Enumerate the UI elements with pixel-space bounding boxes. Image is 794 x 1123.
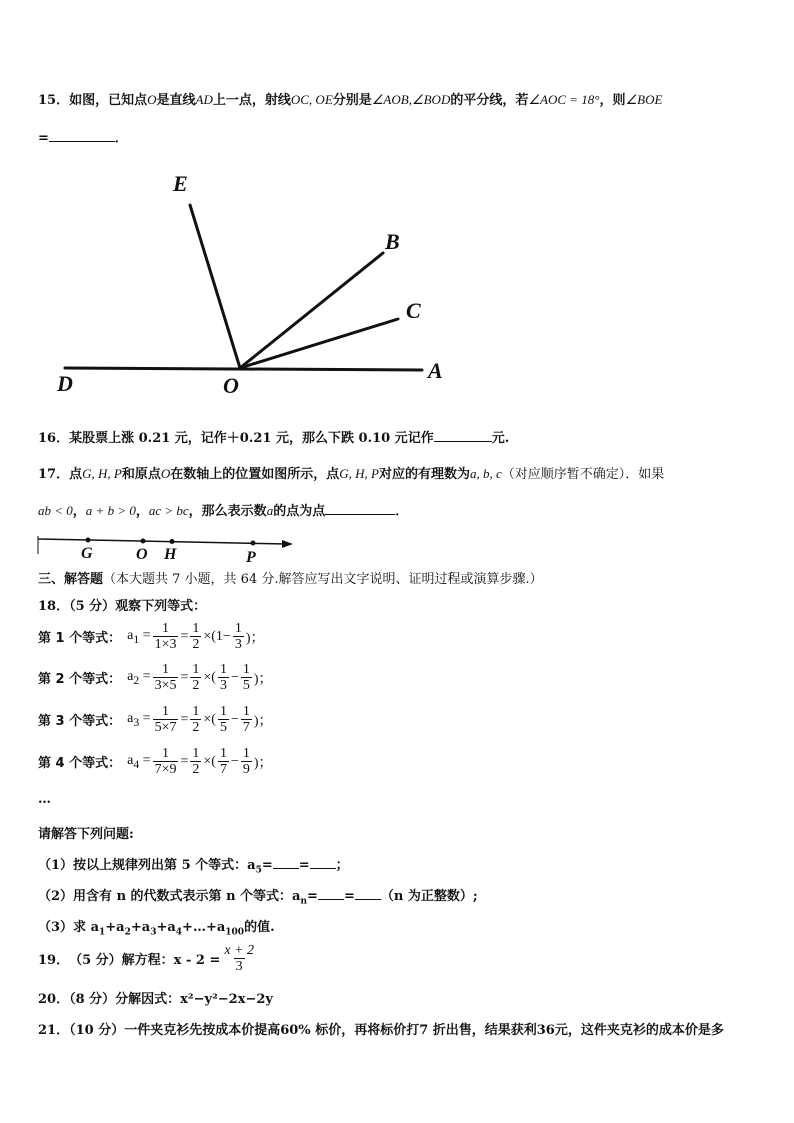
q17-text: 的点为点 <box>273 504 326 519</box>
q17-text: 点 <box>69 467 83 482</box>
part-sub: 100 <box>225 927 245 938</box>
q15-text: 如图，已知点 <box>69 93 148 108</box>
denominator: 2 <box>192 678 200 693</box>
fraction <box>153 704 179 735</box>
q16-answer-blank[interactable] <box>434 429 492 442</box>
q18-part-2 <box>38 885 478 907</box>
q16 <box>38 427 509 446</box>
q15-text: 的平分线，若 <box>450 93 529 108</box>
part-text: （2）用含有 n 的代数式表示第 n 个等式：a <box>38 889 301 904</box>
axis-line <box>38 539 287 544</box>
q17-sep: ， <box>135 504 149 519</box>
minus-sign: − <box>230 711 239 727</box>
q15-text: 上一点，射线 <box>212 93 291 108</box>
denominator: 7 <box>242 720 250 735</box>
numerator: 1 <box>219 662 227 677</box>
lhs-var: a <box>127 627 134 643</box>
q17-line2 <box>38 500 408 519</box>
axis-label-h: H <box>164 546 177 563</box>
equation-label: 第 3 个等式： <box>38 714 122 729</box>
part-text: （1）按以上规律列出第 5 个等式：a <box>38 858 256 873</box>
q20 <box>38 988 273 1007</box>
equation-inner: ×(1− <box>203 628 231 644</box>
section-3-heading <box>38 568 543 587</box>
equation-inner: ×( <box>203 669 216 685</box>
q20-points: （8 分） <box>69 992 116 1007</box>
equation-label: 第 2 个等式： <box>38 672 122 687</box>
q18-equation-3: 第 3 个等式： $a_3$ = $\frac{1}{5\times 7}$ = $\frac{1}{2}$ ×( $\frac{1}{5}$ − $\frac{1}{7}$ )； <box>38 704 273 735</box>
fraction <box>190 704 201 735</box>
minus-sign: − <box>230 669 239 685</box>
q15-text: ，则 <box>599 93 626 108</box>
q21-text: 一件夹克衫先按成本价提高60% 标价，再将标价打7 折出售，结果获利36元，这件夹克衫的成本价是多 <box>124 1023 724 1038</box>
fraction <box>241 704 252 735</box>
q17-text: 对应的有理数为 <box>378 467 470 482</box>
q17-answer-blank[interactable] <box>325 502 395 515</box>
q19-text: 解方程：x - 2 = <box>121 953 221 968</box>
denominator: 2 <box>192 720 200 735</box>
equation-lhs: $a_2$ = <box>127 668 151 687</box>
q17-text: （对应顺序暂不确定）．如果 <box>501 467 665 482</box>
part-eq: = <box>261 858 273 873</box>
point-p <box>251 541 256 546</box>
q15-ask: ∠BOE <box>625 92 663 107</box>
q17-line1 <box>38 463 664 482</box>
fraction <box>190 746 201 777</box>
q18-p1-blank-1[interactable] <box>273 856 299 869</box>
q17-number: 17． <box>38 467 70 482</box>
q17-end: ． <box>395 504 409 519</box>
q16-number: 16． <box>38 431 70 446</box>
fraction <box>218 704 229 735</box>
part-sub: 3 <box>150 927 157 938</box>
q21 <box>38 1019 724 1038</box>
denominator: 3×5 <box>154 678 177 693</box>
fraction <box>190 621 201 652</box>
label-d: D <box>57 371 73 396</box>
part-text: （3）求 a <box>38 920 99 935</box>
q18-points: （5 分） <box>69 599 116 614</box>
q15-point-o: O <box>147 92 157 107</box>
lhs-var: a <box>127 710 134 726</box>
part-eq: = <box>343 889 355 904</box>
part-text: +a <box>105 920 125 935</box>
equation-lhs: $a_4$ = <box>127 752 151 771</box>
fraction <box>218 662 229 693</box>
q19-number: 19． <box>38 953 70 968</box>
numerator: 1 <box>219 746 227 761</box>
equation-inner: ×( <box>203 753 216 769</box>
fraction <box>153 746 179 777</box>
q15-equals: = <box>38 131 49 146</box>
q18-ask: 请解答下列问题: <box>38 827 134 842</box>
equation-lhs: $a_1$ = <box>127 627 151 646</box>
fraction <box>190 662 201 693</box>
axis-label-p: P <box>246 549 256 564</box>
q17-points: G, H, P <box>339 466 379 481</box>
q15-period: ． <box>114 131 128 146</box>
numerator: 1 <box>192 746 200 761</box>
part-text: +a <box>156 920 176 935</box>
numerator: 1 <box>242 746 250 761</box>
denominator: 5 <box>242 678 250 693</box>
q15-text: 分别是 <box>332 93 372 108</box>
q19 <box>38 943 258 974</box>
q18-part-3 <box>38 916 275 938</box>
q18-heading <box>38 595 206 614</box>
label-a: A <box>428 358 443 383</box>
numerator: 1 <box>192 704 200 719</box>
equation-lhs: $a_3$ = <box>127 710 151 729</box>
equation-label: 第 1 个等式： <box>38 631 122 646</box>
denominator: 7 <box>219 762 227 777</box>
q17-cond1: ab < 0 <box>38 503 73 518</box>
numerator: 1 <box>234 621 242 636</box>
part-text: +…+a <box>182 920 226 935</box>
denominator: 2 <box>192 637 200 652</box>
q15-given: ∠AOC = 18° <box>528 92 600 107</box>
part-sub: 2 <box>124 927 131 938</box>
denominator: 1×3 <box>154 637 177 652</box>
fraction <box>241 746 252 777</box>
q17-text: ，那么表示数 <box>188 504 267 519</box>
number-line <box>0 528 320 564</box>
label-c: C <box>406 298 421 323</box>
q18-intro: 观察下列等式： <box>115 599 207 614</box>
q15-number: 15． <box>38 93 70 108</box>
q17-origin: O <box>160 466 171 481</box>
fraction <box>241 662 252 693</box>
q18-number: 18． <box>38 599 70 614</box>
equation-inner: ×( <box>203 711 216 727</box>
q17-text: 在数轴上的位置如图所示，点 <box>170 467 340 482</box>
denominator: 2 <box>192 762 200 777</box>
denominator: 3 <box>234 637 242 652</box>
numerator: 1 <box>162 704 170 719</box>
fraction <box>153 662 179 693</box>
q17-cond2: a + b > 0 <box>85 503 136 518</box>
q18-equation-4: 第 4 个等式： $a_4$ = $\frac{1}{7\times 9}$ = $\frac{1}{2}$ ×( $\frac{1}{7}$ − $\frac{1}{9}$ )； <box>38 746 273 777</box>
part-end: 的值. <box>244 920 275 935</box>
lhs-sub: 2 <box>133 673 140 687</box>
equation-label: 第 4 个等式： <box>38 756 122 771</box>
numerator: 1 <box>242 704 250 719</box>
numerator: 1 <box>192 662 200 677</box>
section-3-note: （本大题共 7 小题，共 64 分.解答应写出文字说明、证明过程或演算步骤.） <box>103 572 543 587</box>
part-sub: 4 <box>175 927 183 938</box>
point-h <box>170 539 175 544</box>
denominator: 5×7 <box>154 720 177 735</box>
lhs-sub: 4 <box>133 757 140 771</box>
part-sub: 1 <box>99 927 106 938</box>
numerator: 1 <box>192 621 200 636</box>
q15-line-ad: AD <box>195 92 213 107</box>
equation-tail: )； <box>253 755 273 771</box>
q16-suffix: 元. <box>491 431 510 446</box>
q16-text: 某股票上涨 0.21 元，记作＋0.21 元，那么下跌 0.10 元记作 <box>69 431 434 446</box>
lhs-sub: 1 <box>133 632 140 646</box>
part-sub: 5 <box>255 865 262 876</box>
denominator: 3 <box>219 678 227 693</box>
q21-points: （10 分） <box>69 1023 125 1038</box>
point-o <box>141 539 146 544</box>
q18-p2-blank-2[interactable] <box>355 887 381 900</box>
lhs-var: a <box>127 752 134 768</box>
ray-oe <box>190 205 240 368</box>
q15-rays: OC, OE <box>290 92 333 107</box>
q18-part-1 <box>38 854 349 876</box>
label-e: E <box>173 171 188 196</box>
q18-ellipsis: … <box>38 792 51 807</box>
numerator: 1 <box>162 746 170 761</box>
numerator: 1 <box>162 662 170 677</box>
q15-text: 是直线 <box>156 93 196 108</box>
point-g <box>86 538 91 543</box>
q17-text: 和原点 <box>121 467 161 482</box>
q18-equation-2: 第 2 个等式： $a_2$ = $\frac{1}{3\times 5}$ = $\frac{1}{2}$ ×( $\frac{1}{3}$ − $\frac{1}{5}$ )； <box>38 662 273 693</box>
numerator: 1 <box>219 704 227 719</box>
axis-label-o: O <box>136 546 148 563</box>
q17-sep: ， <box>72 504 86 519</box>
lhs-sub: 3 <box>133 715 140 729</box>
denominator: 5 <box>219 720 227 735</box>
denominator: 9 <box>242 762 250 777</box>
part-eq: = <box>307 889 318 904</box>
minus-sign: − <box>230 753 239 769</box>
equation-tail: )； <box>253 713 273 729</box>
fraction <box>153 621 179 652</box>
part-end: ； <box>335 858 349 873</box>
q18-p2-blank-1[interactable] <box>318 887 344 900</box>
lhs-var: a <box>127 668 134 684</box>
numerator: 1 <box>242 662 250 677</box>
q19-fraction <box>222 943 256 974</box>
denominator: 3 <box>235 959 243 974</box>
denominator: 7×9 <box>154 762 177 777</box>
q17-cond3: ac > bc <box>148 503 189 518</box>
label-b: B <box>385 229 400 254</box>
part-sub: n <box>300 896 308 907</box>
q17-var-a: a <box>266 503 274 518</box>
q21-number: 21． <box>38 1023 70 1038</box>
part-end: （n 为正整数）; <box>380 889 478 904</box>
label-o: O <box>223 373 239 398</box>
axis-label-g: G <box>81 545 93 562</box>
q18-equation-1: 第 1 个等式： $a_1$ = $\frac{1}{1\times 3}$ = $\frac{1}{2}$ ×(1− $\frac{1}{3}$ )； <box>38 621 265 652</box>
ray-oc <box>240 319 398 368</box>
part-text: +a <box>130 920 151 935</box>
q15-angles: ∠AOB,∠BOD <box>371 92 451 107</box>
numerator: x + 2 <box>224 943 255 958</box>
q19-points: （5 分） <box>69 953 122 968</box>
section-3-title: 三、解答题 <box>38 572 104 587</box>
part-eq: = <box>298 858 310 873</box>
fraction <box>218 746 229 777</box>
equation-tail: )； <box>245 630 265 646</box>
numerator: 1 <box>162 621 170 636</box>
equation-tail: )； <box>253 671 273 687</box>
axis-arrow-icon <box>282 540 293 548</box>
q18-p1-blank-2[interactable] <box>310 856 336 869</box>
q20-number: 20． <box>38 992 70 1007</box>
q17-vars: a, b, c <box>469 466 502 481</box>
q17-points: G, H, P <box>82 466 122 481</box>
ray-ob <box>240 253 383 368</box>
angle-figure <box>0 0 794 420</box>
fraction <box>233 621 244 652</box>
q20-text: 分解因式：x²−y²−2x−2y <box>115 992 273 1007</box>
